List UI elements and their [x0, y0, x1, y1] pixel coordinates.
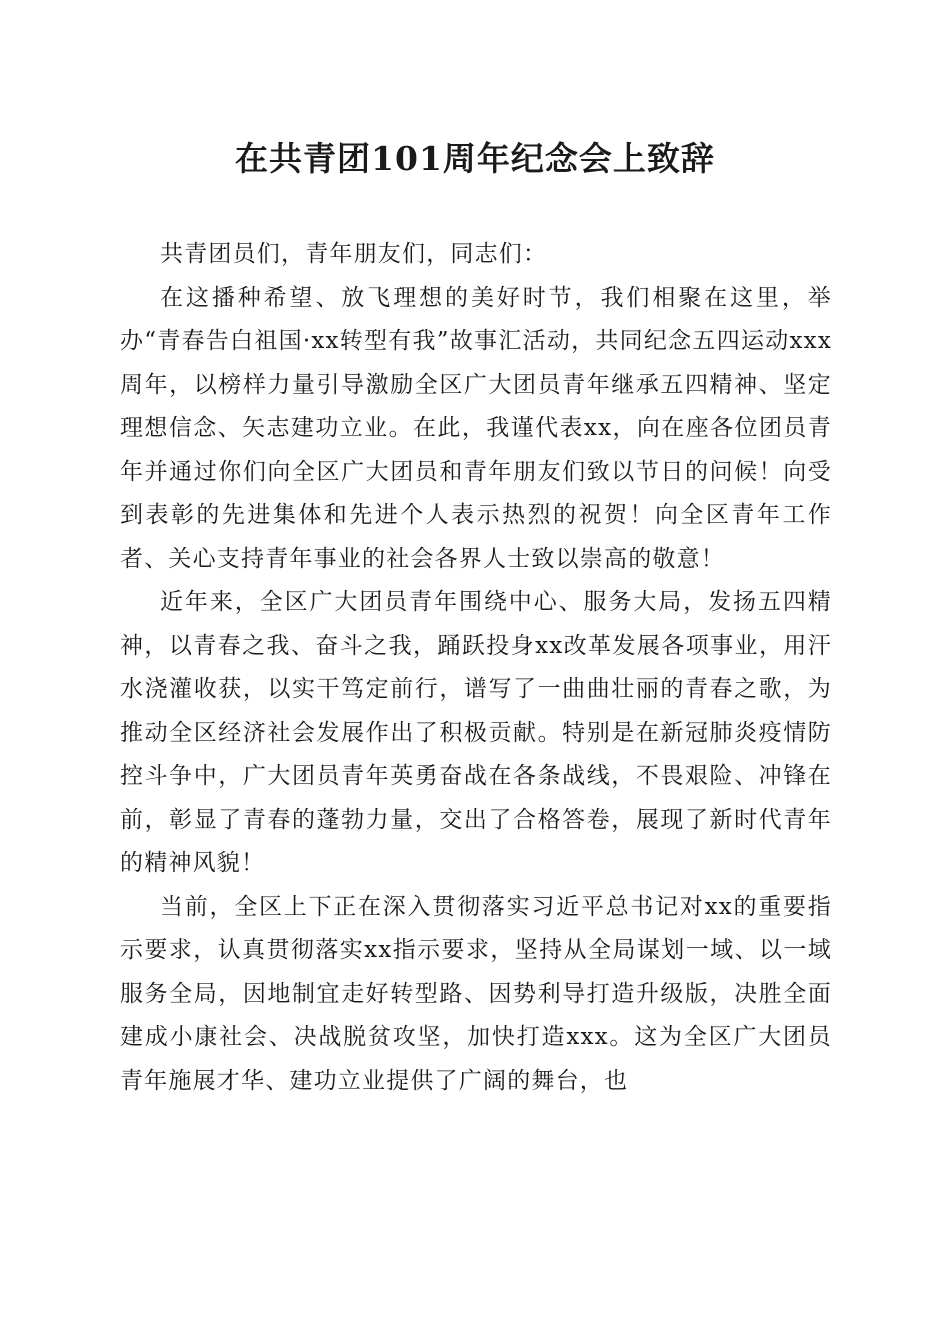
paragraph-1: 在这播种希望、放飞理想的美好时节，我们相聚在这里，举办“青春告白祖国·xx转型有我”故事汇活动，共同纪念五四运动xxx周年，以榜样力量引导激励全区广大团员青年继承五四精神、坚定理想信念、矢志建功立业。在此，我谨代表xx，向在座各位团员青年并通过你们向全区广大团员和青年朋友们致以节日的问候！向受到表彰的先进集体和先进个人表示热烈的祝贺！向全区青年工作者、关心支持青年事业的社会各界人士致以崇高的敬意！	[120, 284, 832, 572]
paragraph-3: 当前，全区上下正在深入贯彻落实习近平总书记对xx的重要指示要求，认真贯彻落实xx指示要求，坚持从全局谋划一域、以一域服务全局，因地制宜走好转型路、因势利导打造升级版，决胜全面建成小康社会、决战脱贫攻坚，加快打造xxx。这为全区广大团员青年施展才华、建功立业提供了广阔的舞台，也	[120, 893, 832, 1094]
salutation: 共青团员们，青年朋友们，同志们：	[160, 241, 548, 267]
document-title: 在共青团101周年纪念会上致辞	[235, 139, 715, 178]
paragraph-2: 近年来，全区广大团员青年围绕中心、服务大局，发扬五四精神，以青春之我、奋斗之我，踊跃投身xx改革发展各项事业，用汗水浇灌收获，以实干笃定前行，谱写了一曲曲壮丽的青春之歌，为推动全区经济社会发展作出了积极贡献。特别是在新冠肺炎疫情防控斗争中，广大团员青年英勇奋战在各条战线，不畏艰险、冲锋在前，彰显了青春的蓬勃力量，交出了合格答卷，展现了新时代青年的精神风貌！	[120, 589, 832, 876]
document-body	[120, 233, 832, 1103]
